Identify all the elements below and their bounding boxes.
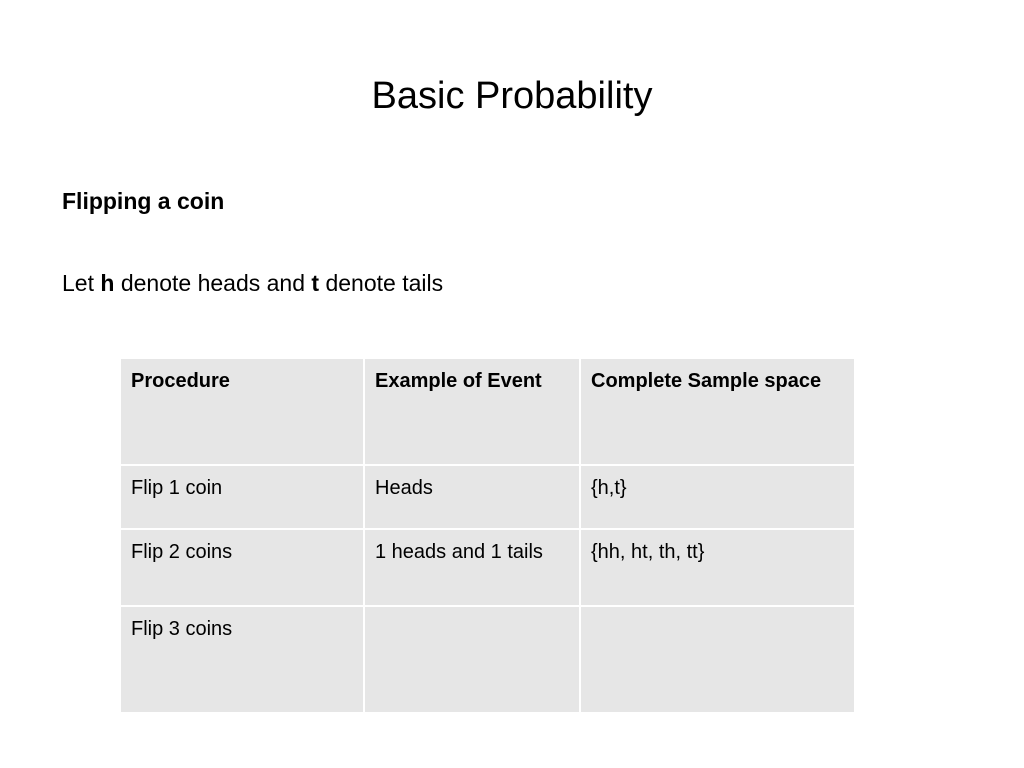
header-example-of-event: Example of Event — [364, 358, 580, 465]
procedure-cell: Flip 2 coins — [120, 529, 364, 606]
sample-space-cell — [580, 606, 855, 713]
table-header-row — [120, 358, 855, 465]
event-cell: 1 heads and 1 tails — [364, 529, 580, 606]
procedure-cell: Flip 3 coins — [120, 606, 364, 713]
procedure-cell: Flip 1 coin — [120, 465, 364, 529]
definition-suffix: denote tails — [319, 270, 444, 296]
event-cell: Heads — [364, 465, 580, 529]
definition-line — [62, 268, 443, 298]
sample-space-table — [119, 357, 856, 714]
slide-title: Basic Probability — [371, 75, 653, 117]
table-row — [120, 465, 855, 529]
definition-prefix: Let — [62, 270, 101, 296]
header-procedure: Procedure — [120, 358, 364, 465]
tails-symbol: t — [311, 270, 320, 296]
table-row — [120, 606, 855, 713]
event-cell — [364, 606, 580, 713]
header-complete-sample-space: Complete Sample space — [580, 358, 855, 465]
definition-middle: denote heads and — [114, 270, 312, 296]
sample-space-cell: {hh, ht, th, tt} — [580, 529, 855, 606]
table-row — [120, 529, 855, 606]
sample-space-cell: {h,t} — [580, 465, 855, 529]
heads-symbol: h — [100, 270, 115, 296]
section-heading: Flipping a coin — [62, 188, 225, 214]
